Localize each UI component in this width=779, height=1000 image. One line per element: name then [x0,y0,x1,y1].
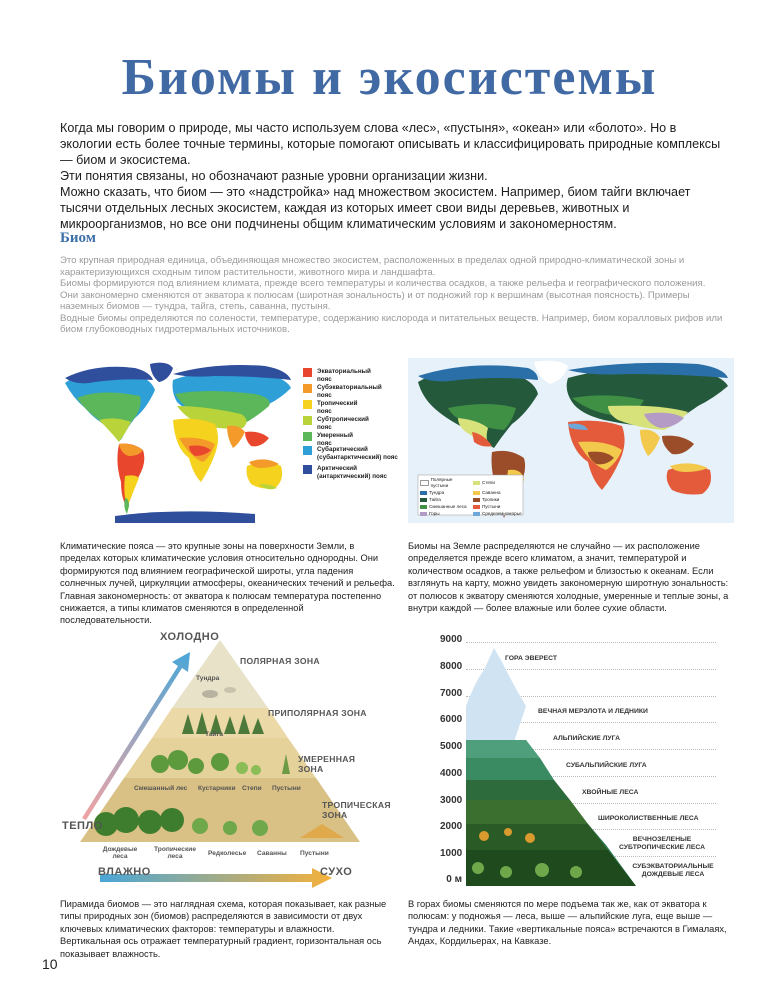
caption-climate: Климатические пояса — это крупные зоны на поверхности Земли, в пределах которых климатические условия относительно однородны. Они формируются под влиянием географической широты, угла падения солнечных лучей, циркуляции атмосферы, океанических течений и рельефа. Главная закономерность: от экватора к полюсам температура постепенно снижается, а типы климатов сменяются в определенной последовательности. [60,541,395,626]
altitude-tick: 6000 [440,714,463,725]
legend-swatch [420,498,427,502]
section-heading: Биом [60,230,96,246]
legend-swatch [303,446,312,455]
legend-swatch [420,512,427,516]
zone-temperate: УМЕРЕННАЯ ЗОНА [298,754,356,774]
altitude-tick: 1000 [440,848,463,859]
label-shrubs: Кустарники [198,785,236,792]
legend-label: Субтропический пояс [317,416,369,431]
legend-item [420,504,469,510]
legend-item [303,416,369,431]
altitude-tick: 0 м [446,874,462,885]
legend-swatch [303,465,312,474]
legend-swatch [473,498,480,502]
caption-biomes: Биомы на Земле распределяются не случайно — их расположение определяется прежде всего климатом, а значит, температурой и количеством осадков, а также рельефом и близостью к океанам. Если взглянуть на карту, можно увидеть закономерную широтную зональность: от полюсов к экватору сменяются холодные, умеренные и теплые зоны, а внутри каждой — более влажные или более сухие области. [408,541,729,614]
page-title: Биомы и экосистемы [121,49,658,106]
label-taiga: Тайга [205,731,223,738]
legend-label: Экваториальный пояс [317,368,371,383]
legend-swatch [303,432,312,441]
legend-swatch [473,505,480,509]
mountain-zone-label: ХВОЙНЫЕ ЛЕСА [582,789,639,796]
page-number: 10 [42,956,58,972]
legend-item [473,497,522,503]
legend-item [473,504,522,510]
caption-mountain: В горах биомы сменяются по мере подъема так же, как от экватора к полюсам: у подножья — леса, выше — альпийские луга, еще выше — тундра и ледники. Такие «вертикальные пояса» встречаются в Гималаях, Андах, Кордильерах, на Кавказе. [408,899,727,947]
intro-paragraph: Можно сказать, что биом — это «надстройка» над множеством экосистем. Например, биом тайги включает тысячи отдельных лесных экосистем, каждая из которых имеет свои виды деревьев, животных и микроорганизмов, но все они подчинены общим климатическим условиям и закономерностям. [60,185,691,231]
section-paragraph: Биомы формируются под влиянием климата, прежде всего температуры и количества осадков, а также рельефа и географического положения. [60,278,706,289]
zone-subpolar: ПРИПОЛЯРНАЯ ЗОНА [268,708,367,718]
legend-item [420,477,469,489]
intro-paragraph: Когда мы говорим о природе, мы часто используем слова «лес», «пустыня», «океан» или «болото». Но в экологии есть более точные термины, которые помогают описывать и классифицировать природные комплексы — биом и экосистема. [60,121,721,167]
caption-pyramid: Пирамида биомов — это наглядная схема, которая показывает, как разные типы природных зон (биомов) распределяются в зависимости от двух ключевых климатических факторов: температуры и влажности. Вертикальная ось отражает температурный градиент, горизонтальная ось показывает влажность. [60,899,387,959]
legend-label: Горы [429,511,440,516]
legend-swatch [473,491,480,495]
legend-item [303,384,382,399]
legend-label: Полярные пустыни [430,477,453,488]
legend-swatch [473,481,480,485]
legend-swatch [303,400,312,409]
legend-label: Субарктический (субантарктический) пояс [317,446,398,461]
legend-item [303,465,393,480]
legend-item [420,497,469,503]
legend-swatch [303,384,312,393]
intro-paragraph: Эти понятия связаны, но обозначают разные уровни организации жизни. [60,169,488,183]
label-mixed: Смешанный лес [134,785,188,792]
section-paragraph: Это крупная природная единица, объединяющая множество экосистем, расположенных в пределах одной природно-климатической зоны и характеризующихся сходным типом растительности, животного мира и ландшафта. [60,255,685,278]
legend-label: Тропический пояс [317,400,358,415]
mountain-zone-label: СУБАЛЬПИЙСКИЕ ЛУГА [566,762,647,769]
legend-label: Тропики [482,497,500,502]
altitude-tick: 3000 [440,795,463,806]
legend-label: Субэкваториальный пояс [317,384,382,399]
legend-swatch [420,505,427,509]
legend-label: Средиземноморье [482,511,522,516]
legend-item [473,490,522,496]
legend-swatch [303,368,312,377]
mountain-peak-label: ГОРА ЭВЕРЕСТ [505,655,558,662]
legend-swatch [420,480,429,486]
legend-swatch [473,512,480,516]
mountain-zone-label: ВЕЧНОЗЕЛЕНЫЕ СУБТРОПИЧЕСКИЕ ЛЕСА [618,836,706,851]
legend-label: Умеренный пояс [317,432,353,447]
legend-item [303,432,353,447]
intro-text [60,120,730,232]
altitude-tick: 4000 [440,768,463,779]
label-savanna: Саванны [257,850,287,857]
label-tundra: Тундра [196,675,220,682]
legend-label: Тундра [429,490,445,495]
pyramid-wet-label: ВЛАЖНО [98,866,151,878]
altitude-tick: 9000 [440,634,463,645]
mountain-zone-label: ВЕЧНАЯ МЕРЗЛОТА И ЛЕДНИКИ [538,708,648,715]
legend-swatch [303,416,312,425]
section-paragraph: Водные биомы определяются по солености, температуре, содержанию кислорода и питательных веществ. Например, биом коралловых рифов или биом глубоководных гидротермальных источников. [60,312,723,335]
label-deserts: Пустыни [300,850,329,857]
zone-tropical: ТРОПИЧЕСКАЯ ЗОНА [322,800,391,820]
legend-item [420,511,469,517]
pyramid-dry-label: СУХО [320,866,353,878]
legend-item [303,446,403,461]
legend-item [473,511,522,517]
section-body [60,255,730,336]
zone-polar: ПОЛЯРНАЯ ЗОНА [240,656,320,666]
pyramid-warm-label: ТЕПЛО [62,820,103,832]
legend-label: Арктический (антарктический) пояс [317,465,388,480]
mountain-zone-label: СУБЭКВАТОРИАЛЬНЫЕ ДОЖДЕВЫЕ ЛЕСА [632,863,714,878]
mountain-zone-label: ШИРОКОЛИСТВЕННЫЕ ЛЕСА [598,815,699,822]
label-tropical-forest: Тропические леса [154,846,196,860]
biomes-legend [420,477,522,516]
label-sparse: Редколесье [208,850,247,857]
legend-label: Тайга [429,497,441,502]
mountain-zone-label: АЛЬПИЙСКИЕ ЛУГА [553,735,620,742]
label-rainforest: Дождевые леса [102,846,138,860]
altitude-tick: 5000 [440,741,463,752]
legend-label: Смешанные леса [429,504,467,509]
label-deserts-mid: Пустыни [272,785,301,792]
altitude-tick: 7000 [440,688,463,699]
legend-label: Саванна [482,490,501,495]
legend-item [303,368,371,383]
legend-label: Пустыни [482,504,501,509]
label-steppe: Степи [242,785,262,792]
legend-swatch [420,491,427,495]
legend-label: Степи [482,480,495,485]
climate-zones-map [55,358,295,523]
legend-item [303,400,357,415]
pyramid-cold-label: ХОЛОДНО [160,631,220,643]
section-paragraph: Они закономерно сменяются от экватора к полюсам (широтная зональность) и от подножий гор к вершинам (высотная поясность). Примеры наземных биомов — тундра, тайга, степь, саванна, пустыня. [60,289,690,312]
legend-item [420,490,469,496]
legend-item [473,477,522,489]
altitude-tick: 8000 [440,661,463,672]
altitude-tick: 2000 [440,821,463,832]
